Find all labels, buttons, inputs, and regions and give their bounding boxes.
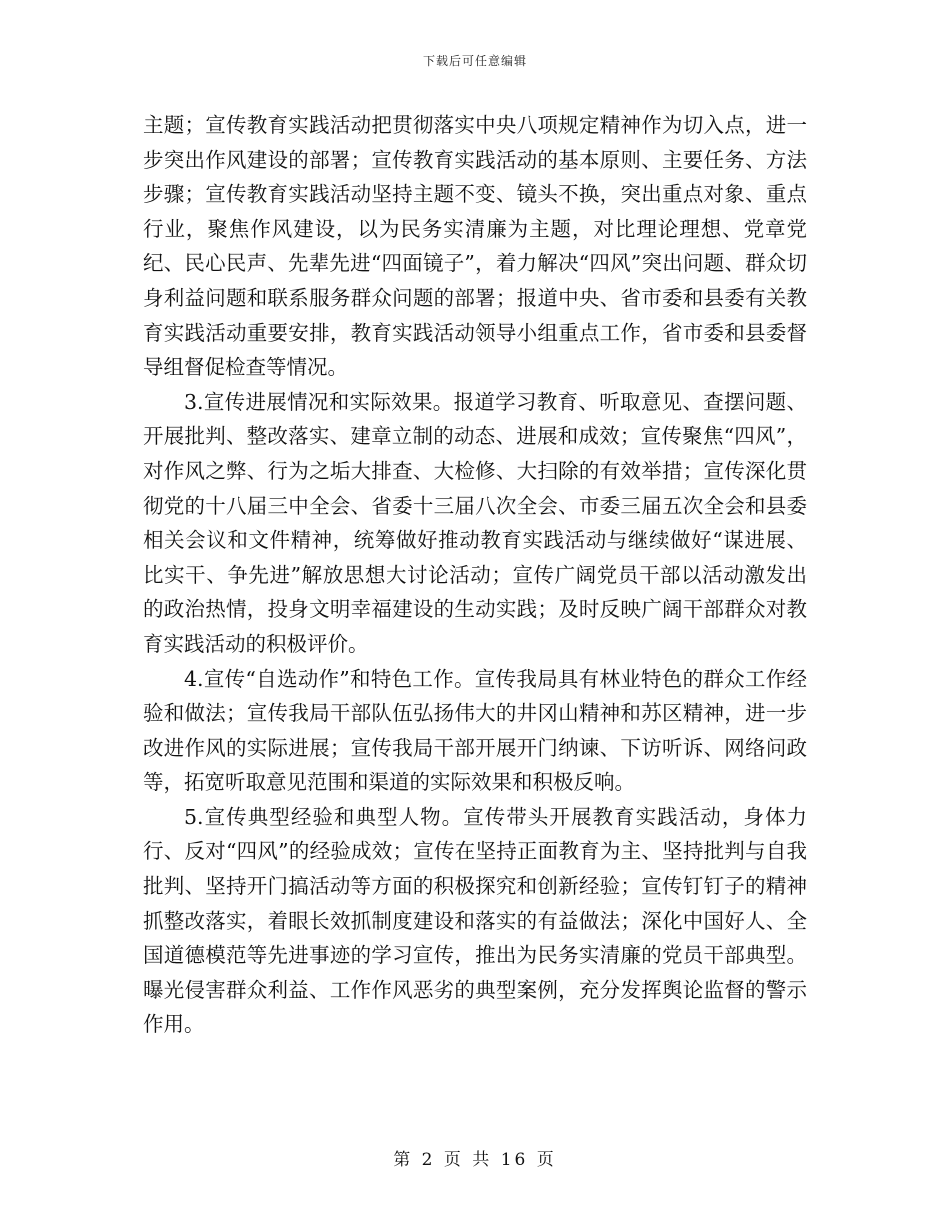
page-number-footer: 第 2 页 共 16 页	[393, 1150, 557, 1170]
paragraph-item-3: 3.宣传进展情况和实际效果。报道学习教育、听取意见、查摆问题、开展批判、整改落实、建章立制的动态、进展和成效；宣传聚焦“四风”，对作风之弊、行为之垢大排查、大检修、大扫除的有效举措；宣传深化贯彻党的十八届三中全会、省委十三届八次全会、市委三届五次全会和县委相关会议和文件精神，统筹做好推动教育实践活动与继续做好“谋进展、比实干、争先进”解放思想大讨论活动；宣传广阔党员干部以活动激发出的政治热情，投身文明幸福建设的生动实践；及时反映广阔干部群众对教育实践活动的积极评价。	[143, 389, 807, 656]
paragraph-item-5: 5.宣传典型经验和典型人物。宣传带头开展教育实践活动，身体力行、反对“四风”的经验成效；宣传在坚持正面教育为主、坚持批判与自我批判、坚持开门搞活动等方面的积极探究和创新经验；宣传钉钉子的精神抓整改落实，着眼长效抓制度建设和落实的有益做法；深化中国好人、全国道德模范等先进事迹的学习宣传，推出为民务实清廉的党员干部典型。曝光侵害群众利益、工作作风恶劣的典型案例，充分发挥舆论监督的警示作用。	[143, 804, 807, 1037]
document-body	[143, 108, 807, 1042]
page-header: 下载后可任意编辑	[422, 54, 527, 68]
paragraph-intro: 主题；宣传教育实践活动把贯彻落实中央八项规定精神作为切入点，进一步突出作风建设的部署；宣传教育实践活动的基本原则、主要任务、方法步骤；宣传教育实践活动坚持主题不变、镜头不换，突出重点对象、重点行业，聚焦作风建设，以为民务实清廉为主题，对比理论理想、党章党纪、民心民声、先辈先进“四面镜子”，着力解决“四风”突出问题、群众切身利益问题和联系服务群众问题的部署；报道中央、省市委和县委有关教育实践活动重要安排，教育实践活动领导小组重点工作，省市委和县委督导组督促检查等情况。	[143, 113, 807, 380]
paragraph-item-4: 4.宣传“自选动作”和特色工作。宣传我局具有林业特色的群众工作经验和做法；宣传我局干部队伍弘扬伟大的井冈山精神和苏区精神，进一步改进作风的实际进展；宣传我局干部开展开门纳谏、下访听诉、网络问政等，拓宽听取意见范围和渠道的实际效果和积极反响。	[143, 666, 807, 795]
